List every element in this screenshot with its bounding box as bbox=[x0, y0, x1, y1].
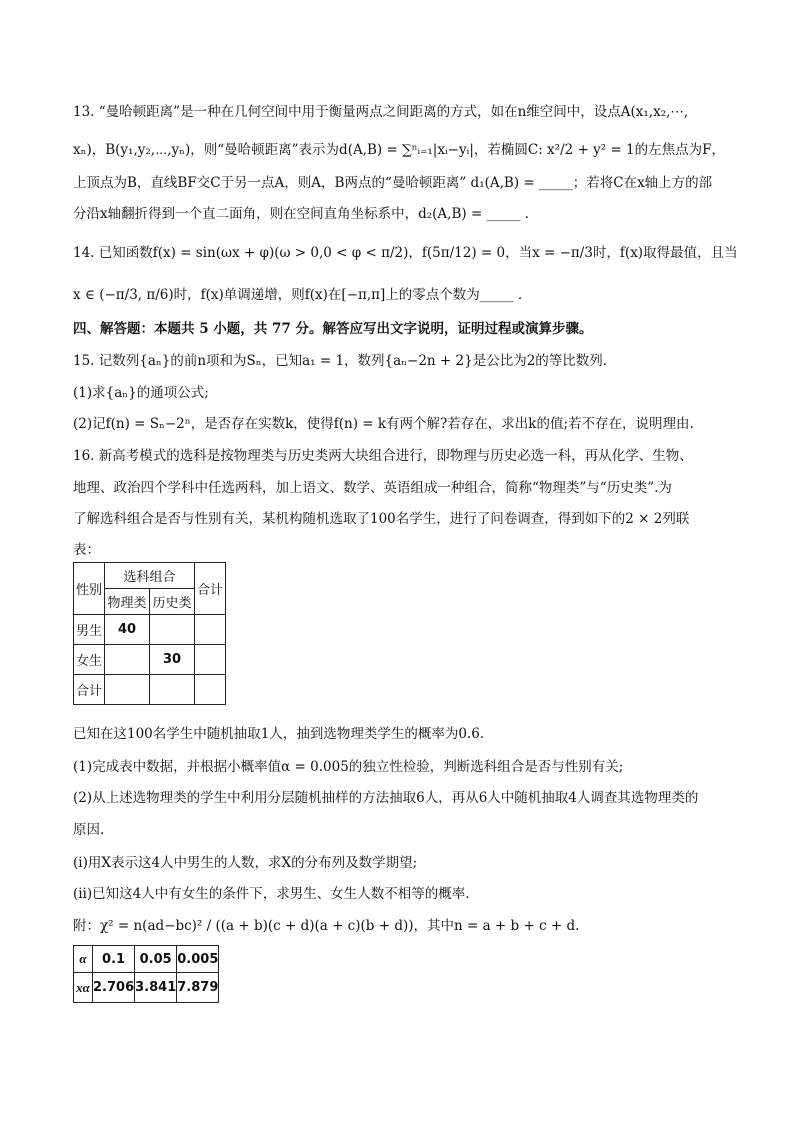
x-alpha-value-2: 3.841 bbox=[135, 973, 177, 1003]
table-row bbox=[74, 973, 219, 1003]
q14-line-2: x ∈ (−π/3, π/6)时，f(x)单调递增，则f(x)在[−π,π]上的零点个数为_____ . bbox=[73, 287, 523, 303]
q13-line-2: xₙ)，B(y₁,y₂,⋯,yₙ)，则“曼哈顿距离”表示为d(A,B) = ∑ⁿᵢ₌₁|xᵢ−yᵢ|，若椭圆C: x²/2 + y² = 1的左焦点为F， bbox=[73, 142, 726, 158]
cell-male-total bbox=[195, 615, 226, 645]
row-label-male: 男生 bbox=[74, 615, 105, 645]
header-gender: 性别 bbox=[74, 563, 105, 615]
q16-part-2: (2)从上述选物理类的学生中利用分层随机抽样的方法抽取6人，再从6人中随机抽取4人调查其选物理类的 bbox=[73, 790, 699, 806]
cell-total-physics bbox=[105, 675, 150, 705]
q16-part-2-cont: 原因. bbox=[73, 822, 105, 838]
x-alpha-value-3: 7.879 bbox=[177, 973, 219, 1003]
q16-part-2-ii: (ⅱ)已知这4人中有女生的条件下，求男生、女生人数不相等的概率. bbox=[73, 886, 470, 902]
alpha-value-3: 0.005 bbox=[177, 946, 219, 973]
q16-line-4: 表： bbox=[73, 542, 100, 558]
q13-line-1: 13. “曼哈顿距离”是一种在几何空间中用于衡量两点之间距离的方式，如在n维空间中，设点A(x₁,x₂,⋯, bbox=[73, 104, 689, 120]
x-alpha-label: xα bbox=[74, 973, 93, 1003]
q16-part-1: (1)完成表中数据，并根据小概率值α = 0.005的独立性检验，判断选科组合是否与性别有关; bbox=[73, 759, 624, 775]
appendix-formula: 附：χ² = n(ad−bc)² / ((a + b)(c + d)(a + c)(b + d))，其中n = a + b + c + d. bbox=[73, 918, 580, 934]
q15-part-1: (1)求{aₙ}的通项公式; bbox=[73, 385, 209, 401]
q15-line-1: 15. 记数列{aₙ}的前n项和为Sₙ，已知a₁ = 1，数列{aₙ−2n + 2}是公比为2的等比数列. bbox=[73, 353, 608, 369]
table-row bbox=[74, 946, 219, 973]
q16-line-1: 16. 新高考模式的选科是按物理类与历史类两大块组合进行，即物理与历史必选一科，再从化学、生物、 bbox=[73, 448, 693, 464]
row-label-total: 合计 bbox=[74, 675, 105, 705]
q13-line-3: 上顶点为B，直线BF交C于另一点A，则A，B两点的“曼哈顿距离” d₁(A,B) = _____；若将C在x轴上方的部 bbox=[73, 175, 713, 191]
row-label-female: 女生 bbox=[74, 645, 105, 675]
q16-line-2: 地理、政治四个学科中任选两科，加上语文、数学、英语组成一种组合，简称“物理类”与“历史类”.为 bbox=[73, 480, 672, 496]
header-history: 历史类 bbox=[150, 589, 195, 615]
cell-male-history bbox=[150, 615, 195, 645]
x-alpha-value-1: 2.706 bbox=[93, 973, 135, 1003]
alpha-value-1: 0.1 bbox=[93, 946, 135, 973]
q16-line-3: 了解选科组合是否与性别有关，某机构随机选取了100名学生，进行了问卷调查，得到如下的2 × 2列联 bbox=[73, 511, 690, 527]
cell-male-physics: 40 bbox=[105, 615, 150, 645]
contingency-table bbox=[73, 562, 226, 705]
cell-female-total bbox=[195, 645, 226, 675]
q15-part-2: (2)记f(n) = Sₙ−2ⁿ，是否存在实数k，使得f(n) = k有两个解?若存在，求出k的值;若不存在，说明理由. bbox=[73, 416, 694, 432]
section-heading: 四、解答题：本题共 5 小题，共 77 分。解答应写出文字说明，证明过程或演算步骤。 bbox=[73, 321, 593, 337]
alpha-value-2: 0.05 bbox=[135, 946, 177, 973]
table-row bbox=[74, 615, 226, 645]
cell-total-history bbox=[150, 675, 195, 705]
q14-line-1: 14. 已知函数f(x) = sin(ωx + φ)(ω > 0,0 < φ < π/2)，f(5π/12) = 0，当x = −π/3时，f(x)取得最值，且当 bbox=[73, 245, 738, 261]
alpha-label: α bbox=[74, 946, 93, 973]
q16-probability-note: 已知在这100名学生中随机抽取1人，抽到选物理类学生的概率为0.6. bbox=[73, 726, 485, 742]
header-total: 合计 bbox=[195, 563, 226, 615]
cell-female-history: 30 bbox=[150, 645, 195, 675]
q13-line-4: 分沿x轴翻折得到一个直二面角，则在空间直角坐标系中，d₂(A,B) = _____ . bbox=[73, 206, 529, 222]
table-row bbox=[74, 675, 226, 705]
header-physics: 物理类 bbox=[105, 589, 150, 615]
table-row bbox=[74, 645, 226, 675]
q16-part-2-i: (ⅰ)用X表示这4人中男生的人数，求X的分布列及数学期望; bbox=[73, 855, 418, 871]
cell-female-physics bbox=[105, 645, 150, 675]
critical-value-table bbox=[73, 945, 219, 1003]
cell-total-total bbox=[195, 675, 226, 705]
header-subject-group: 选科组合 bbox=[105, 563, 195, 589]
